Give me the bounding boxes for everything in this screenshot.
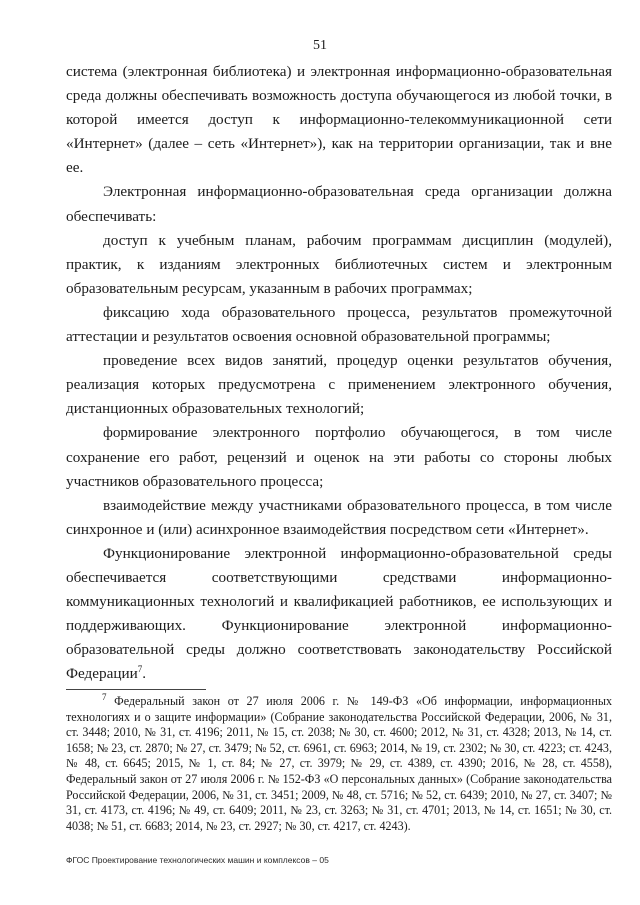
footnote-mark: 7 bbox=[102, 691, 107, 702]
paragraph: доступ к учебным планам, рабочим программам дисциплин (модулей), практик, к изданиям электронных библиотечных систем и электронным образовательным ресурсам, указанным в рабочих программах; bbox=[66, 231, 612, 297]
footnote bbox=[66, 691, 612, 834]
page-footer: ФГОС Проектирование технологических машин и комплексов – 05 bbox=[66, 855, 329, 865]
footnote-text: Федеральный закон от 27 июля 2006 г. № 149-ФЗ «Об информации, информационных технологиях и о защите информации» (Собрание законодательства Российской Федерации, 2006, № 31, ст. 3448; 2010, № 31, ст. 4196; 2011, № 15, ст. 2038; № 30, ст. 4600; 2012, № 31, ст. 4328; 2013, № 14, ст. 1658; № 23, ст. 2870; № 27, ст. 3479; № 52, ст. 6961, ст. 6963; 2014, № 19, ст. 2302; № 30, ст. 4223; ст. 4243, № 48, ст. 6645; 2015, № 1, ст. 84; № 27, ст. 3979; № 29, ст. 4389, ст. 4390; 2016, № 28, ст. 4558), Федеральный закон от 27 июля 2006 г. № 152-ФЗ «О персональных данных» (Собрание законодательства Российской Федерации, 2006, № 31, ст. 3451; 2009, № 48, ст. 5716; № 52, ст. 6439; 2010, № 27, ст. 3407; № 31, ст. 4173, ст. 4196; № 49, ст. 6409; 2011, № 23, ст. 3263; № 31, ст. 4701; 2013, № 14, ст. 1651; № 30, ст. 4038; № 51, ст. 6683; 2014, № 23, ст. 2927; № 30, ст. 4217, ст. 4243). bbox=[66, 694, 612, 833]
paragraph-with-footnote: Функционирование электронной информационно-образовательной среды обеспечивается соответствующими средствами информационно-коммуникационных технологий и квалификацией работников, ее использующих и поддерживающих. Функционирование электронной информационно-образовательной среды должно соответствовать законодательству Российской Федерации$^7$. bbox=[66, 544, 612, 683]
footnote-reference[interactable]: 7 bbox=[137, 664, 143, 675]
paragraph: фиксацию хода образовательного процесса, результатов промежуточной аттестации и результатов освоения основной образовательной программы; bbox=[66, 303, 612, 346]
paragraph-text: Функционирование электронной информационно-образовательной среды обеспечивается соответствующими средствами информационно-коммуникационных технологий и квалификацией работников, ее использующих и поддерживающих. Функционирование электронной информационно-образовательной среды должно соответствовать законодательству Российской Федерации bbox=[66, 544, 612, 683]
paragraph: формирование электронного портфолио обучающегося, в том числе сохранение его работ, рецензий и оценок на эти работы со стороны любых участников образовательного процесса; bbox=[66, 424, 612, 490]
page-number: 51 bbox=[313, 38, 327, 53]
document-body bbox=[66, 60, 612, 686]
footnote-body bbox=[66, 691, 612, 834]
paragraph: система (электронная библиотека) и электронная информационно-образовательная среда должны обеспечивать возможность доступа обучающегося из любой точки, в которой имеется доступ к информационно-телекоммуникационной сети «Интернет» (далее – сеть «Интернет»), как на территории организации, так и вне ее. bbox=[66, 63, 612, 177]
paragraph: проведение всех видов занятий, процедур оценки результатов обучения, реализация которых предусмотрена с применением электронного обучения, дистанционных образовательных технологий; bbox=[66, 352, 612, 418]
footnote-divider bbox=[66, 689, 206, 690]
paragraph: Электронная информационно-образовательная среда организации должна обеспечивать: bbox=[66, 183, 612, 225]
paragraph: взаимодействие между участниками образовательного процесса, в том числе синхронное и (или) асинхронное взаимодействия посредством сети «Интернет». bbox=[66, 496, 612, 538]
